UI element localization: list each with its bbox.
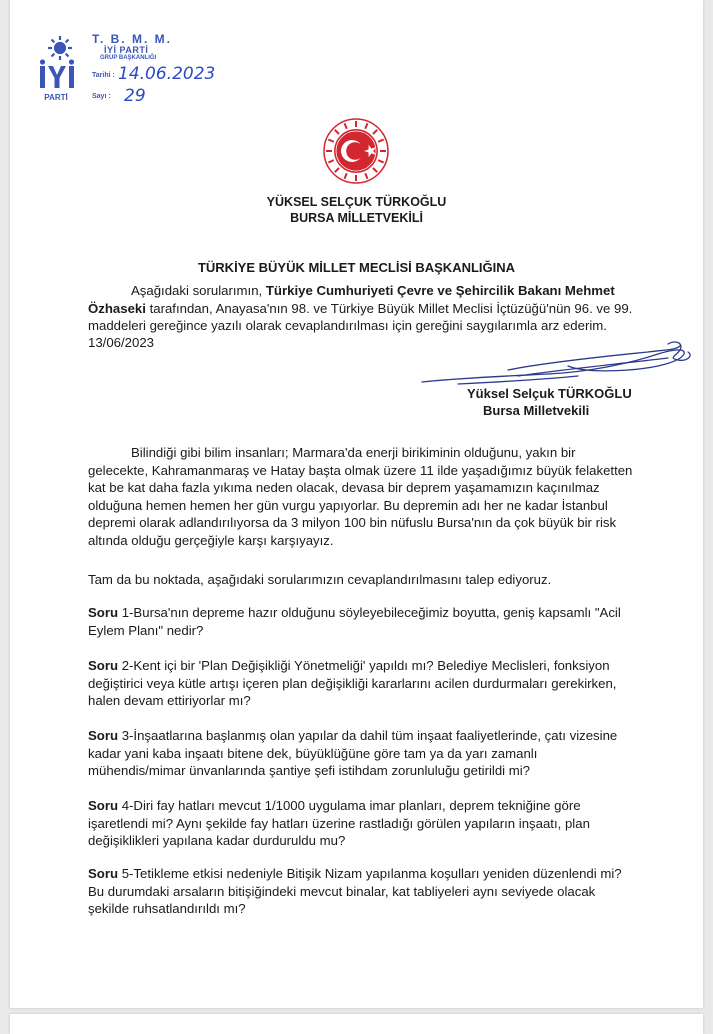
body-paragraph-1: Bilindiği gibi bilim insanları; Marmara'da enerji birikiminin olduğunu, yakın bir gelecekte, Kahramanmaraş ve Hatay başta olmak üzere 11 ilde yaşadığımız büyük felaketten kat be kat daha fazla yıkıma neden olacak, devasa bir deprem yaşamamızın kaçınılmaz olduğuna hemen hemen her gün vurgu yapıyorlar. Bu depremin adı her ne kadar İstanbul depremi olarak adlandırılıyorsa da 3 milyon 100 bin nüfuslu Bursa'nın da çok büyük bir risk altında olduğu gerçeğiyle karşı karşıyayız. [88,445,633,548]
intro-part1: Aşağıdaki sorularımın, [131,283,266,298]
question-4 [88,797,633,850]
stamp-date-value: 14.06.2023 [118,64,216,84]
question-text: 4-Diri fay hatları mevcut 1/1000 uygulama imar planları, deprem tekniğine göre işaretlendi mi? Aynı şekilde fay hatları üzerine rastladığı görülen yapıların inşaatı, plan değişiklikleri yapılana kadar durduruldu mu? [88,798,590,848]
stamp-group: GRUP BAŞKANLIĞI [100,55,157,61]
question-text: 2-Kent içi bir 'Plan Değişikliği Yönetmeliği' yapıldı mı? Belediye Meclisleri, fonksiyon değiştirici veya kütle artışı içeren plan değişikliği kararlarını acilen durdurmaları gerekirken, halen devam ettiriyorlar mı? [88,658,617,708]
signature-title: Bursa Milletvekili [483,403,590,418]
party-stamp [34,30,224,110]
intro-part2: tarafından, Anayasa'nın 98. ve Türkiye Büyük Millet Meclisi İçtüzüğü'nün 96. ve 99. maddeleri gereğince yazılı olarak cevaplandırılması için gereğini saygılarımla arz ederim. [88,300,633,333]
next-page-edge [10,1014,703,1034]
stamp-number-label: Sayı : [92,93,111,100]
question-text: 1-Bursa'nın depreme hazır olduğunu söyleyebileceğimiz boyutta, geniş kapsamlı "Acil Eylem Planı" nedir? [88,605,621,638]
question-label: Soru [88,728,119,743]
body-paragraph-2: Tam da bu noktada, aşağıdaki sorularımızın cevaplandırılmasını talep ediyoruz. [88,572,552,587]
stamp-tbmm: T. B. M. M. [92,32,172,46]
intro-minister: Türkiye Cumhuriyeti Çevre ve Şehircilik Bakanı Mehmet Özhaseki [88,283,615,316]
addressee-heading: TÜRKİYE BÜYÜK MİLLET MECLİSİ BAŞKANLIĞINA [197,260,516,275]
svg-text:PARTİ: PARTİ [44,93,68,102]
stamp-party: İYİ PARTİ [104,45,149,55]
question-text: 5-Tetikleme etkisi nedeniyle Bitişik Nizam yapılanma koşulları yeniden düzenlendi mi? Bu durumdaki arsaların bitişiğindeki mevcut binalar, kat tabliyeleri aynı seviyede olacak şekilde ruhsatlandırıldı mı? [88,866,622,916]
question-label: Soru [88,658,119,673]
question-text: 3-İnşaatlarına başlanmış olan yapılar da dahil tüm inşaat faaliyetlerinde, çatı vizesine kadar yani kaba inşaatı bitene dek, büyüklüğüne göre tam ya da yarı zamanlı mühendis/mimar ünvanlarında şantiye şefi istihdam zorunluluğu getirildi mi? [88,728,618,778]
question-label: Soru [88,605,119,620]
question-1 [88,604,633,639]
intro-paragraph [88,282,633,335]
sender-name: YÜKSEL SELÇUK TÜRKOĞLU [266,195,447,209]
question-label: Soru [88,798,119,813]
tbmm-emblem-icon [323,118,389,184]
question-2 [88,657,633,710]
sender-title: BURSA MİLLETVEKİLİ [290,211,423,225]
iyi-party-logo-icon [34,34,78,104]
stamp-date-label: Tarihi : [92,72,115,79]
question-5 [88,865,633,918]
stamp-number-value: 29 [124,86,146,106]
question-label: Soru [88,866,119,881]
signature-name: Yüksel Selçuk TÜRKOĞLU [467,386,632,401]
question-3 [88,727,633,780]
intro-date: 13/06/2023 [88,335,155,350]
